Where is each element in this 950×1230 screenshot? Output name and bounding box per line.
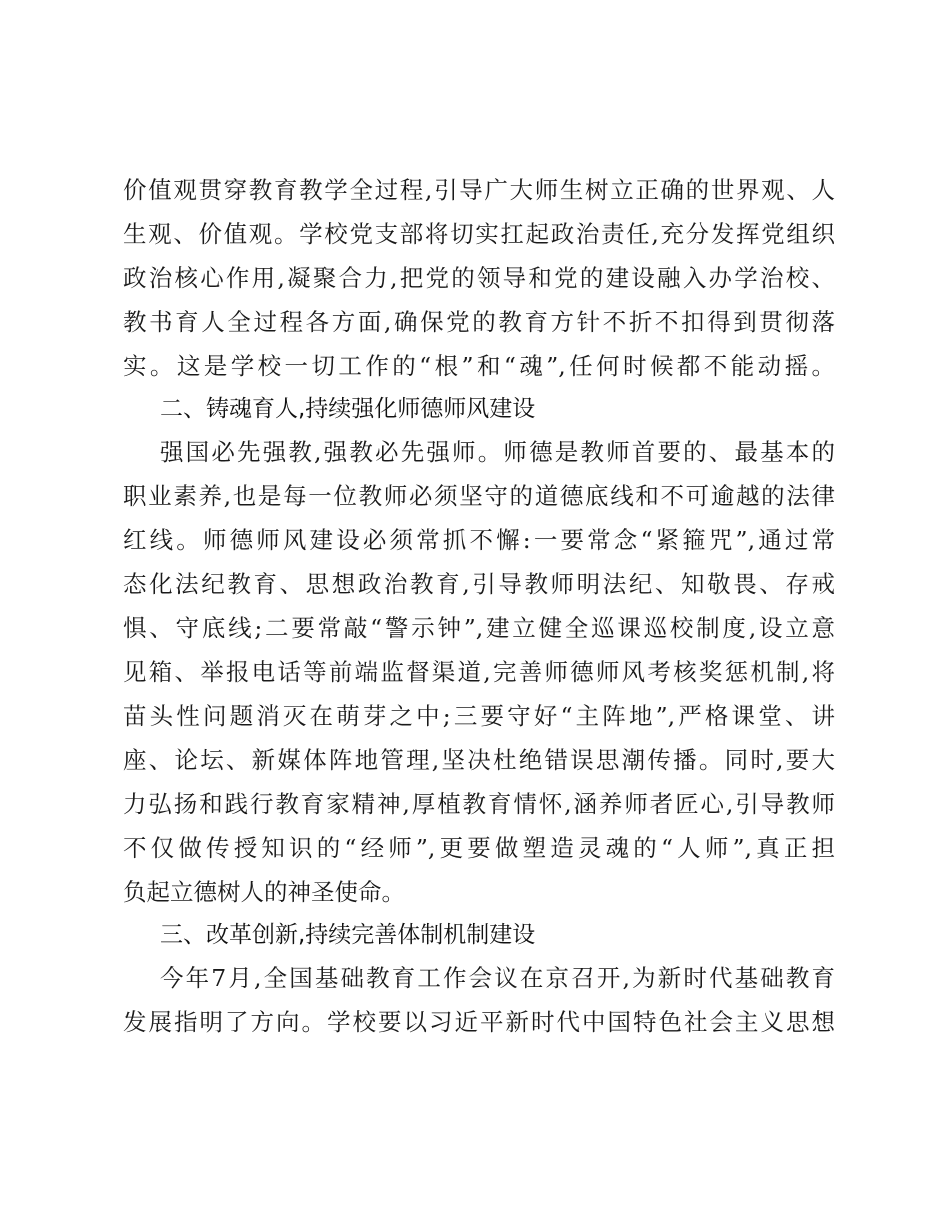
section-2-line-5: 惧、守底线;二要常敲“警示钟”,建立健全巡课巡校制度,设立意 [123, 614, 835, 642]
section-3-heading: 三、改革创新,持续完善体制机制建设 [160, 922, 536, 948]
section-2-line-6: 见箱、举报电话等前端监督渠道,完善师德师风考核奖惩机制,将 [123, 658, 835, 686]
section-2-line-10: 不仅做传授知识的“经师”,更要做塑造灵魂的“人师”,真正担 [123, 834, 835, 862]
section-2-line-8: 座、论坛、新媒体阵地管理,坚决杜绝错误思潮传播。同时,要大 [123, 746, 835, 774]
paragraph-1-line-3: 政治核心作用,凝聚合力,把党的领导和党的建设融入办学治校、 [123, 264, 835, 292]
section-2-line-4: 态化法纪教育、思想政治教育,引导教师明法纪、知敬畏、存戒 [123, 570, 835, 598]
section-3-line-1: 今年7月,全国基础教育工作会议在京召开,为新时代基础教育 [160, 964, 835, 992]
section-2-line-9: 力弘扬和践行教育家精神,厚植教育情怀,涵养师者匠心,引导教师 [123, 790, 835, 818]
section-2-line-2: 职业素养,也是每一位教师必须坚守的道德底线和不可逾越的法律 [123, 482, 835, 510]
section-2-heading: 二、铸魂育人,持续强化师德师风建设 [160, 396, 536, 422]
section-2-line-1: 强国必先强教,强教必先强师。师德是教师首要的、最基本的 [160, 438, 835, 466]
paragraph-1-line-5: 实。这是学校一切工作的“根”和“魂”,任何时候都不能动摇。 [123, 352, 835, 380]
section-3-line-2: 发展指明了方向。学校要以习近平新时代中国特色社会主义思想 [123, 1008, 835, 1036]
paragraph-1-line-1: 价值观贯穿教育教学全过程,引导广大师生树立正确的世界观、人 [123, 176, 835, 204]
paragraph-1-line-4: 教书育人全过程各方面,确保党的教育方针不折不扣得到贯彻落 [123, 308, 835, 336]
section-2-line-7: 苗头性问题消灭在萌芽之中;三要守好“主阵地”,严格课堂、讲 [123, 702, 835, 730]
section-2-line-3: 红线。师德师风建设必须常抓不懈:一要常念“紧箍咒”,通过常 [123, 526, 835, 554]
section-2-line-11: 负起立德树人的神圣使命。 [123, 878, 405, 906]
paragraph-1-line-2: 生观、价值观。学校党支部将切实扛起政治责任,充分发挥党组织 [123, 220, 835, 248]
